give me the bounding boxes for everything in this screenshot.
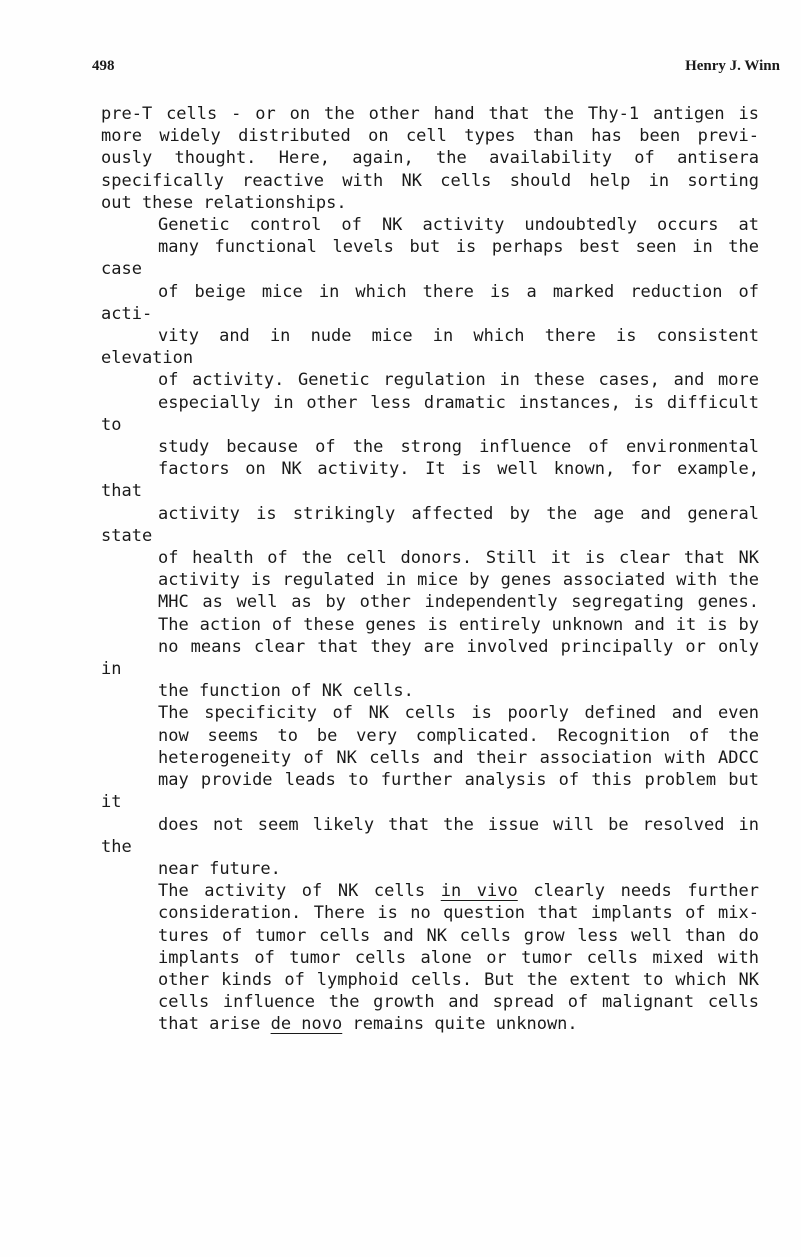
text-line: of activity. Genetic regulation in these cases, and more — [158, 370, 759, 391]
text-line: especially in other less dramatic instances, is difficult to — [101, 392, 759, 435]
text-line: specifically reactive with NK cells should help in sorting — [101, 170, 759, 191]
text-line: now seems to be very complicated. Recognition of the — [158, 725, 759, 746]
text-line: activity is strikingly affected by the age and general state — [101, 503, 759, 546]
text-line: cells influence the growth and spread of malignant cells — [158, 992, 759, 1013]
text-line: tures of tumor cells and NK cells grow less well than do — [158, 925, 759, 946]
text-line: activity is regulated in mice by genes associated with the — [158, 570, 759, 591]
text-line: the function of NK cells. — [158, 681, 414, 702]
page-number: 498 — [92, 58, 115, 74]
text-line — [101, 880, 759, 902]
page-header — [92, 58, 780, 80]
text-line: factors on NK activity. It is well known, for example, that — [101, 459, 759, 502]
text-line: study because of the strong influence of environmental — [158, 437, 759, 458]
paragraph — [101, 103, 759, 214]
text-line: pre-T cells - or on the other hand that the Thy-1 antigen is — [101, 104, 759, 124]
text-line: near future. — [158, 858, 281, 879]
text-line: implants of tumor cells alone or tumor cells mixed with — [158, 947, 759, 968]
text-line: of health of the cell donors. Still it is clear that NK — [158, 548, 759, 569]
paragraph — [101, 702, 759, 880]
underlined-term: de novo — [270, 1014, 343, 1035]
paragraph — [101, 214, 759, 702]
text-line — [101, 1013, 759, 1035]
text-line: MHC as well as by other independently segregating genes. — [158, 592, 759, 613]
text-segment: The activity of NK cells — [158, 881, 441, 902]
text-line: more widely distributed on cell types than has been previ- — [101, 126, 759, 147]
text-line: does not seem likely that the issue will be resolved in the — [101, 814, 759, 857]
paragraph — [101, 880, 759, 1035]
running-head: Henry J. Winn — [685, 58, 780, 74]
text-segment: clearly needs further — [517, 881, 760, 902]
text-line: of beige mice in which there is a marked reduction of acti- — [101, 281, 759, 324]
text-line: may provide leads to further analysis of this problem but it — [101, 770, 759, 813]
text-segment: remains quite unknown. — [342, 1014, 578, 1035]
text-line: heterogeneity of NK cells and their association with ADCC — [158, 747, 759, 768]
underlined-term: in vivo — [440, 881, 518, 902]
text-line: other kinds of lymphoid cells. But the extent to which NK — [158, 969, 759, 990]
body-text — [101, 103, 759, 1036]
text-line: The action of these genes is entirely unknown and it is by — [158, 614, 759, 635]
text-line: ously thought. Here, again, the availability of antisera — [101, 148, 759, 169]
text-line: The specificity of NK cells is poorly defined and even — [158, 703, 759, 724]
text-segment: that arise — [158, 1014, 271, 1035]
text-line: many functional levels but is perhaps best seen in the case — [101, 237, 759, 280]
text-line: vity and in nude mice in which there is consistent elevation — [101, 326, 759, 369]
text-line: Genetic control of NK activity undoubtedly occurs at — [158, 215, 759, 236]
text-line: out these relationships. — [101, 192, 347, 213]
text-line: consideration. There is no question that implants of mix- — [158, 903, 759, 924]
text-line: no means clear that they are involved principally or only in — [101, 636, 759, 680]
